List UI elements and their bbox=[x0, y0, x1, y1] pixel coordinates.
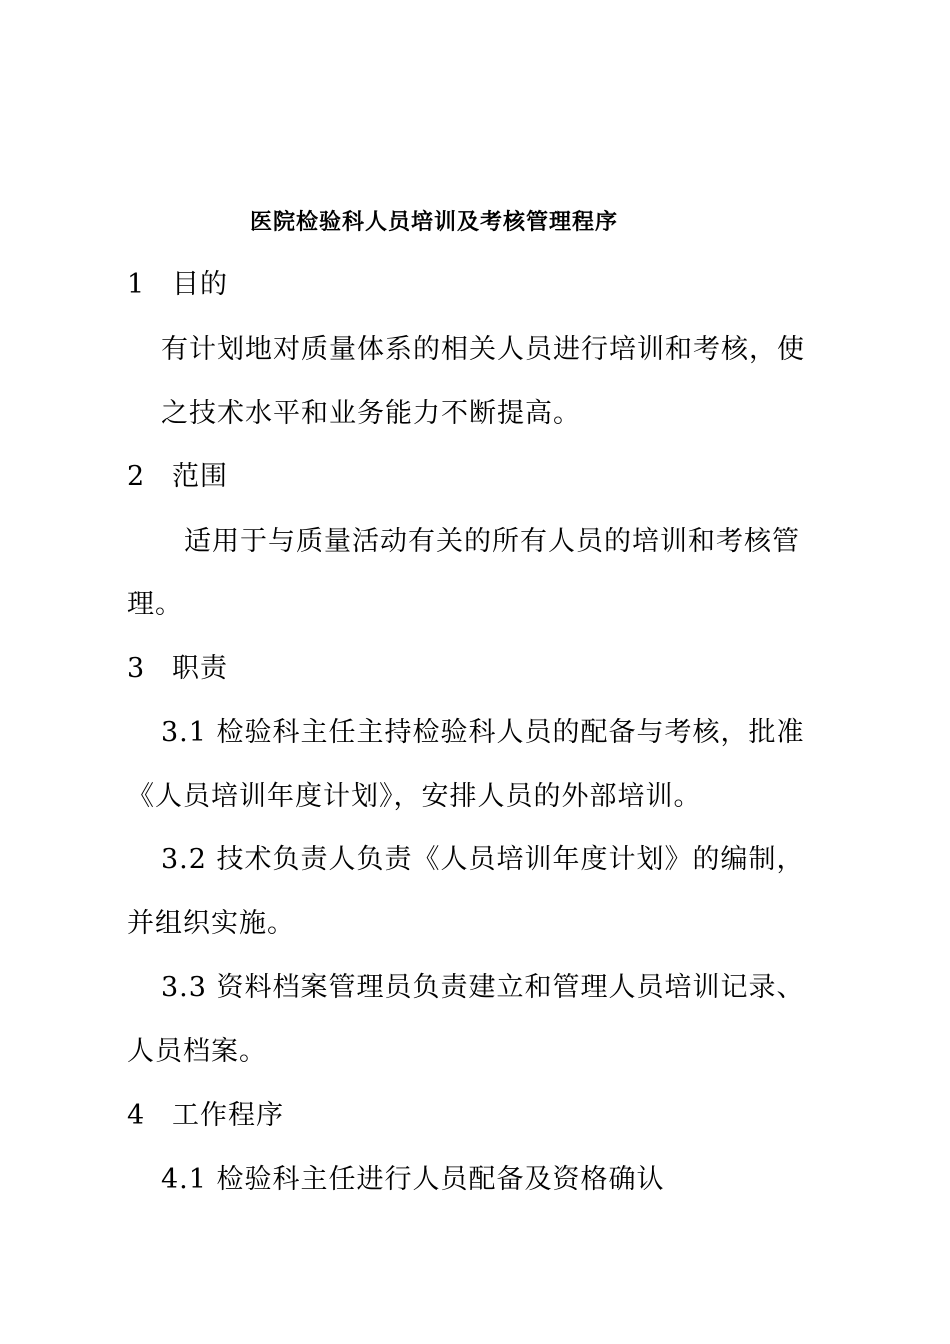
section-number: 1 bbox=[127, 269, 146, 300]
section-number: 4 bbox=[127, 1100, 146, 1131]
paragraph-line: 有计划地对质量体系的相关人员进行培训和考核，使 bbox=[161, 334, 805, 365]
paragraph-line: 3.2 技术负责人负责《人员培训年度计划》的编制， bbox=[161, 844, 805, 875]
section-number: 2 bbox=[127, 461, 146, 492]
paragraph-line: 适用于与质量活动有关的所有人员的培训和考核管 bbox=[184, 526, 800, 557]
paragraph-line: 人员档案。 bbox=[127, 1036, 267, 1067]
section-title: 目的 bbox=[172, 269, 228, 300]
section-heading bbox=[127, 268, 228, 302]
section-title: 范围 bbox=[172, 461, 228, 492]
section-title: 工作程序 bbox=[172, 1100, 284, 1131]
paragraph-line: 理。 bbox=[127, 589, 183, 620]
section-number: 3 bbox=[127, 653, 146, 684]
section-heading bbox=[127, 460, 228, 494]
paragraph-line: 之技术水平和业务能力不断提高。 bbox=[161, 398, 581, 429]
paragraph-line: 《人员培训年度计划》，安排人员的外部培训。 bbox=[127, 781, 702, 812]
section-heading bbox=[127, 652, 228, 686]
paragraph-line: 3.1 检验科主任主持检验科人员的配备与考核，批准 bbox=[161, 717, 805, 748]
paragraph-line: 4.1 检验科主任进行人员配备及资格确认 bbox=[161, 1164, 665, 1195]
paragraph-line: 3.3 资料档案管理员负责建立和管理人员培训记录、 bbox=[161, 972, 805, 1003]
section-heading bbox=[127, 1099, 284, 1133]
section-title: 职责 bbox=[172, 653, 228, 684]
paragraph-line: 并组织实施。 bbox=[127, 908, 295, 939]
document-title: 医院检验科人员培训及考核管理程序 bbox=[250, 209, 619, 235]
